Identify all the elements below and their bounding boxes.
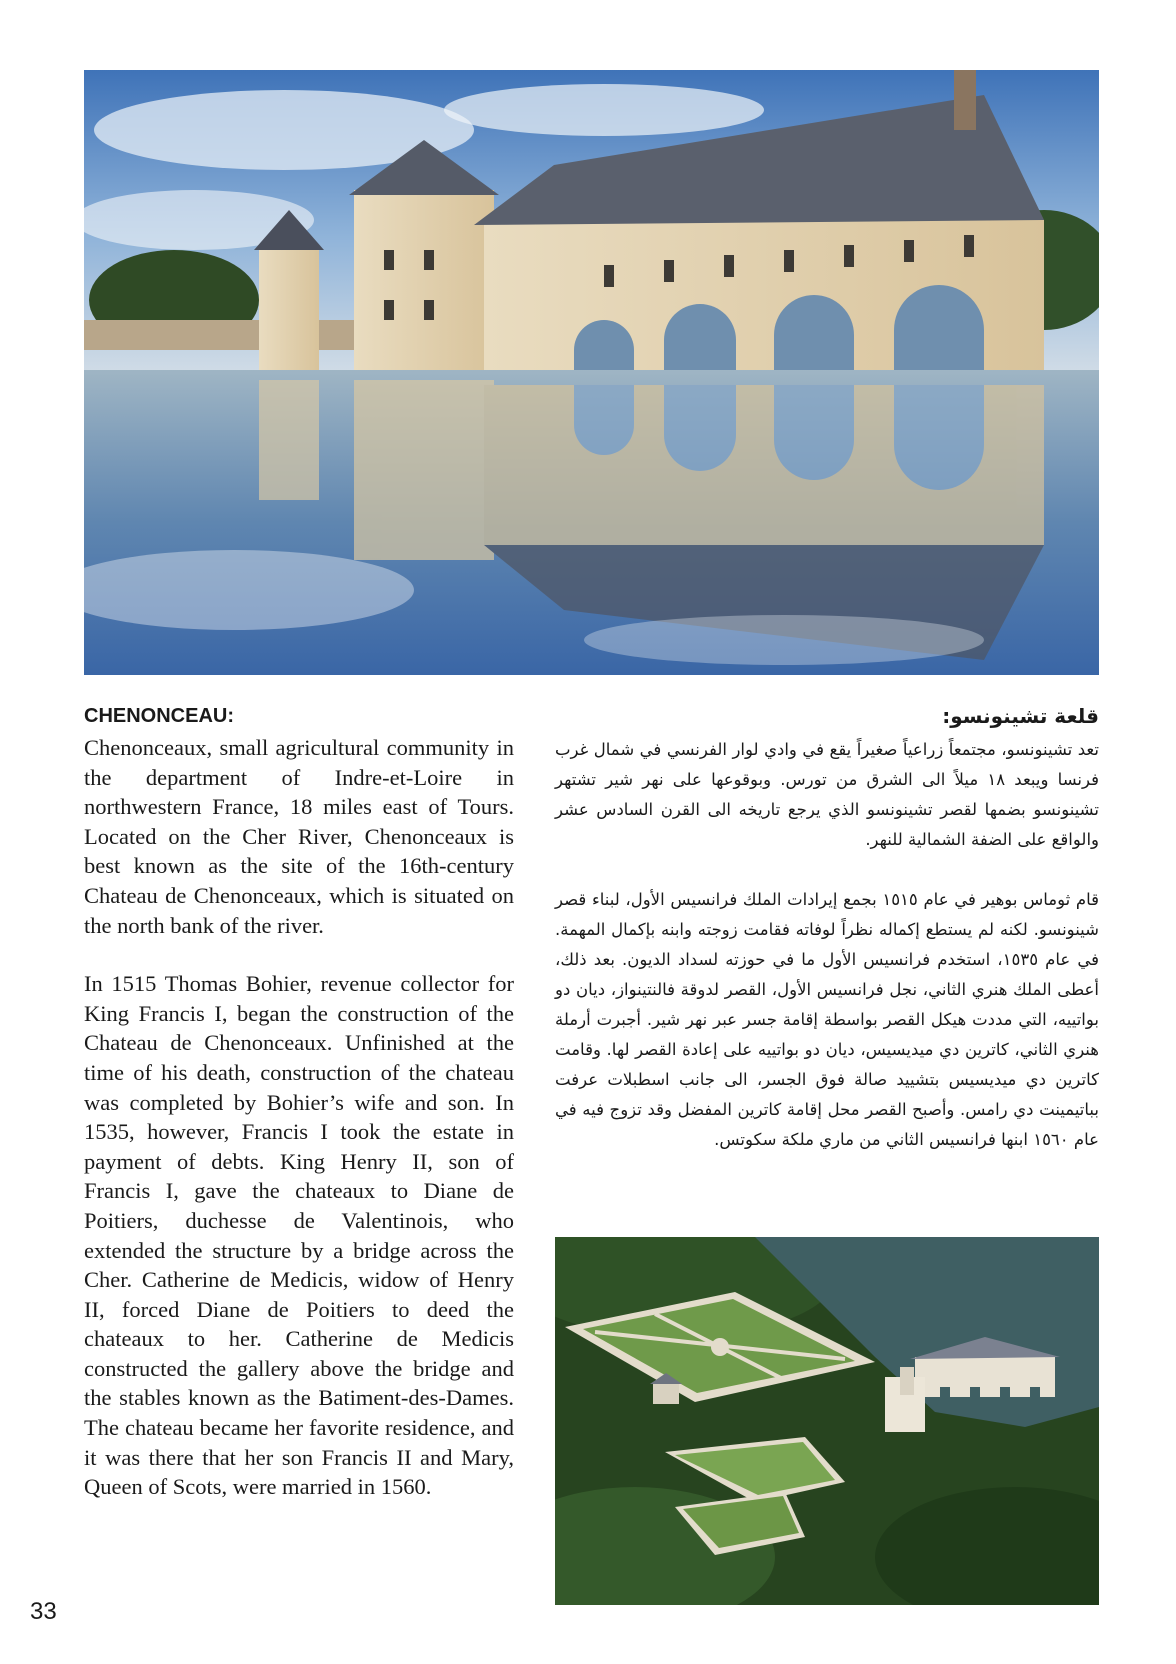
chateau-aerial-photo — [555, 1237, 1099, 1605]
arabic-heading: قلعة تشينونسو: — [942, 704, 1099, 728]
english-paragraph-2: In 1515 Thomas Bohier, revenue collector for King Francis I, began the construction of the Chateau de Chenonceaux. Unfinished at the time of his death, construction of the chateau was completed by Bohier’s wife and son. In 1535, however, Francis I took the estate in payment of debts. King Henry II, son of Francis I, gave the chateaux to Diane de Poitiers, duchesse de Valentinois, who extended the structure by a bridge across the Cher. Catherine de Medicis, widow of Henry II, forced Diane de Poitiers to deed the chateaux to her. Catherine de Medicis constructed the gallery above the bridge and the stables known as the Batiment-des-Dames. The chateau became her favorite residence, and it was there that her son Francis II and Mary, Queen of Scots, were married in 1560. — [84, 971, 514, 1500]
page-number: 33 — [30, 1598, 57, 1625]
chateau-reflection-photo — [84, 70, 1099, 675]
arabic-paragraph-1: تعد تشينونسو، مجتمعاً زراعياً صغيراً يقع في وادي لوار الفرنسي في شمال غرب فرنسا ويبعد ١٨ ميلاً الى الشرق من تورس. وبوقوعها على نهر شير تشتهر تشينونسو بضمها لقصر تشينونسو الذي يرجع تاريخه الى القرن السادس عشر والواقع على الضفة الشمالية للنهر. — [555, 740, 1099, 849]
english-heading: CHENONCEAU: — [84, 705, 234, 727]
english-paragraph-1: Chenonceaux, small agricultural community in the department of Indre-et-Loire in northwestern France, 18 miles east of Tours. Located on the Cher River, Chenonceaux is best known as the site of the 16th-century Chateau de Chenonceaux, which is situated on the north bank of the river. — [84, 735, 514, 938]
arabic-column — [555, 703, 1099, 1155]
english-column — [84, 703, 514, 1502]
arabic-paragraph-2: قام ثوماس بوهير في عام ١٥١٥ بجمع إيرادات الملك فرانسيس الأول، لبناء قصر شينونسو. لكنه لم يستطع إكماله نظراً لوفاته فقامت زوجته وابنه بإكمال المهمة. في عام ١٥٣٥، استخدم فرانسيس الأول ما في حوزته لسداد الديون. بعد ذلك، أعطى الملك هنري الثاني، نجل فرانسيس الأول، القصر لدوقة فالنتينواز، ديان دو بواتييه، التي مددت هيكل القصر بواسطة إقامة جسر عبر نهر شير. أجبرت أرملة هنري الثاني، كاترين دي ميديسيس، ديان دو بواتييه على إعادة القصر لها. وقامت كاترين دي ميديسيس بتشييد صالة فوق الجسر، الى جانب اسطبلات عرفت بباتيمينت دي رامس. وأصبح القصر محل إقامة كاترين المفضل وقد تزوج فيه في عام ١٥٦٠ ابنها فرانسيس الثاني من ماري ملكة سكوتس. — [555, 890, 1100, 1149]
